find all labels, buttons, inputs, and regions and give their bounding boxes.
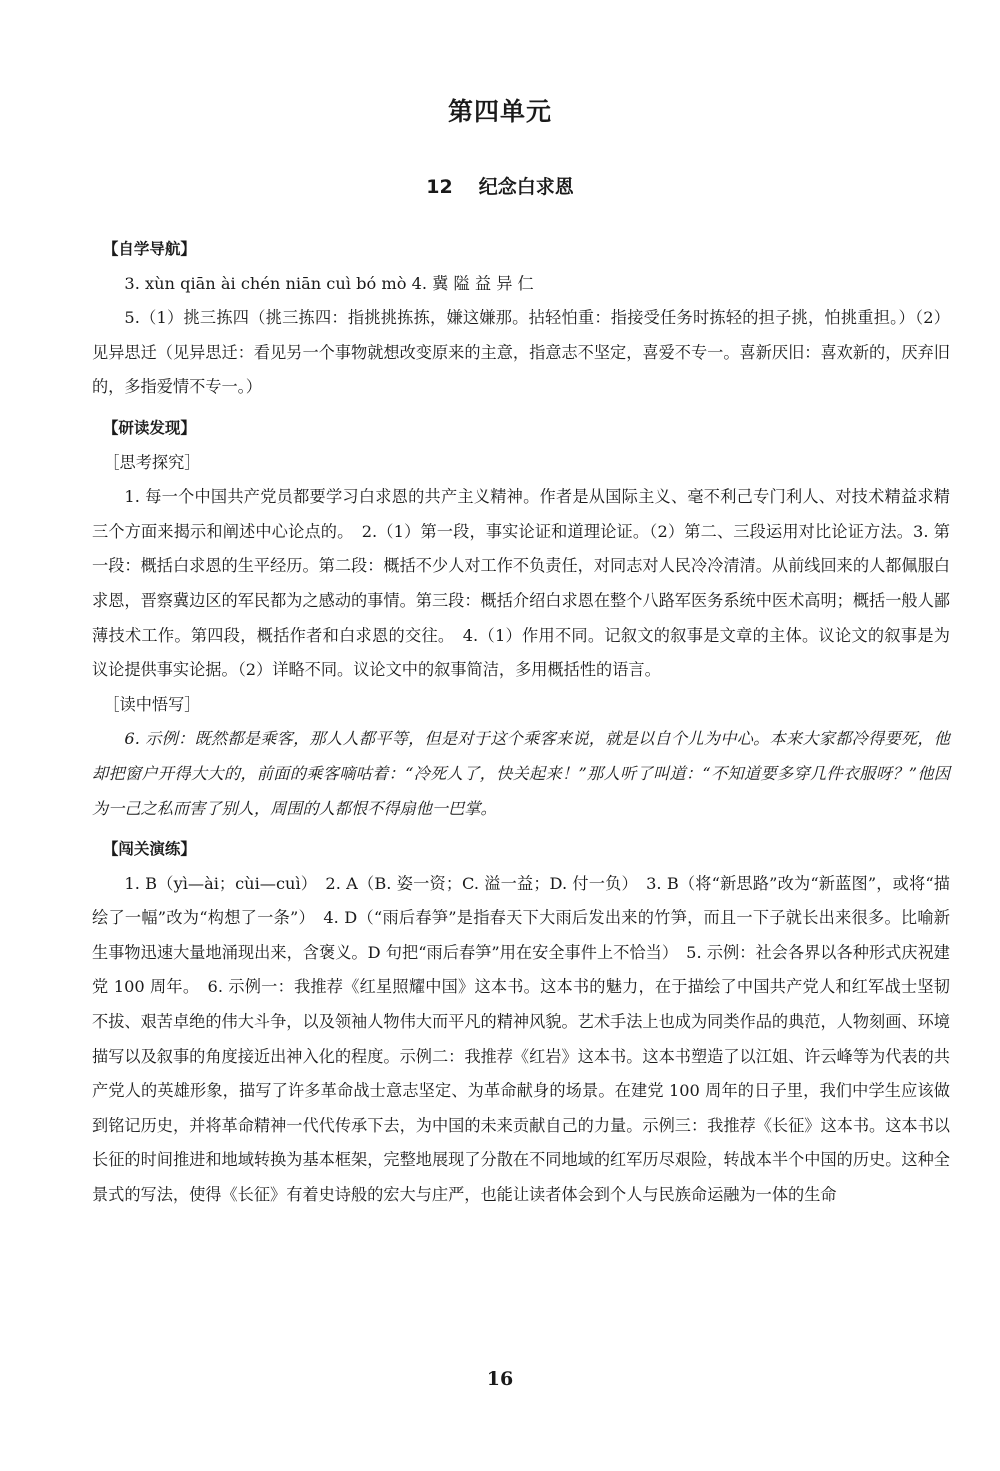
practice-paragraph: 1. B（yì—ài；cùi—cuì） 2. A（B. 姿一资；C. 溢一益；D. 付一负） 3. B（将“新思路”改为“新蓝图”，或将“描绘了一幅”改为“构想了一条”） 4. D（“雨后春笋”是指春天下大雨后发出来的竹笋，而且一下子就长出来很多。比喻新生事物迅速大量地涌现出来，含褒义。D 句把“雨后春笋”用在安全事件上不恰当） 5. 示例：社会各界以各种形式庆祝建党 100 周年。 6. 示例一：我推荐《红星照耀中国》这本书。这本书的魅力，在于描绘了中国共产党人和红军战士坚韧不拔、艰苦卓绝的伟大斗争，以及领袖人物伟大而平凡的精神风貌。艺术手法上也成为同类作品的典范，人物刻画、环境描写以及叙事的角度接近出神入化的程度。示例二：我推荐《红岩》这本书。这本书塑造了以江姐、许云峰等为代表的共产党人的英雄形象，描写了许多革命战士意志坚定、为革命献身的场景。在建党 100 周年的日子里，我们中学生应该做到铭记历史，并将革命精神一代代传承下去，为中国的未来贡献自己的力量。示例三：我推荐《长征》这本书。这本书以长征的时间推进和地域转换为基本框架，完整地展现了分散在不同地域的红军历尽艰险，转战本半个中国的历史。这种全景式的写法，使得《长征》有着史诗般的宏大与庄严，也能让读者体会到个人与民族命运融为一体的生命	[92, 873, 950, 1205]
subheading-reading-writing: ［读中悟写］	[103, 694, 201, 714]
subheading-thinking: ［思考探究］	[103, 452, 201, 472]
answer-content	[92, 232, 950, 1213]
lesson-title	[0, 172, 1000, 199]
research-paragraph: 1. 每一个中国共产党员都要学习白求恩的共产主义精神。作者是从国际主义、毫不利己专门利人、对技术精益求精三个方面来揭示和阐述中心论点的。 2.（1）第一段，事实论证和道理论证。（2）第二、三段运用对比论证方法。3. 第一段：概括白求恩的生平经历。第二段：概括不少人对工作不负责任，对同志对人民冷冷清清。从前线回来的人都佩服白求恩，晋察冀边区的军民都为之感动的事情。第三段：概括介绍白求恩在整个八路军医务系统中医术高明；概括一般人鄙薄技术工作。第四段，概括作者和白求恩的交往。 4.（1）作用不同。记叙文的叙事是文章的主体。议论文的叙事是为议论提供事实论据。（2）详略不同。议论文中的叙事简洁，多用概括性的语言。	[92, 487, 950, 680]
section-heading-self-study: 【自学导航】	[102, 240, 196, 258]
unit-title: 第四单元	[447, 97, 552, 126]
section-heading-research: 【研读发现】	[102, 418, 196, 437]
reading-writing-paragraph: 6. 示例：既然都是乘客，那人人都平等，但是对于这个乘客来说，就是以自个儿为中心。本来大家都冷得要死，他却把窗户开得大大的，前面的乘客嘀咕着：“冷死人了，快关起来！”那人听了叫道：“不知道要多穿几件衣服呀？”他因为一己之私而害了别人，周围的人都恨不得扇他一巴掌。	[92, 729, 950, 818]
self-study-line-1: 3. xùn qiān ài chén niān cuì bó mò 4. 冀 隘 益 异 仁	[124, 273, 534, 293]
lesson-name: 纪念白求恩	[478, 176, 574, 198]
section-heading-practice: 【闯关演练】	[102, 840, 196, 859]
self-study-line-2: 5.（1）挑三拣四（挑三拣四：指挑挑拣拣，嫌这嫌那。拈轻怕重：指接受任务时拣轻的担子挑，怕挑重担。）（2）见异思迁（见异思迁：看见另一个事物就想改变原来的主意，指意志不坚定，喜爱不专一。喜新厌旧：喜欢新的，厌弃旧的，多指爱情不专一。）	[92, 308, 950, 397]
lesson-number: 12	[426, 176, 453, 198]
page-number: 16	[486, 1368, 514, 1390]
